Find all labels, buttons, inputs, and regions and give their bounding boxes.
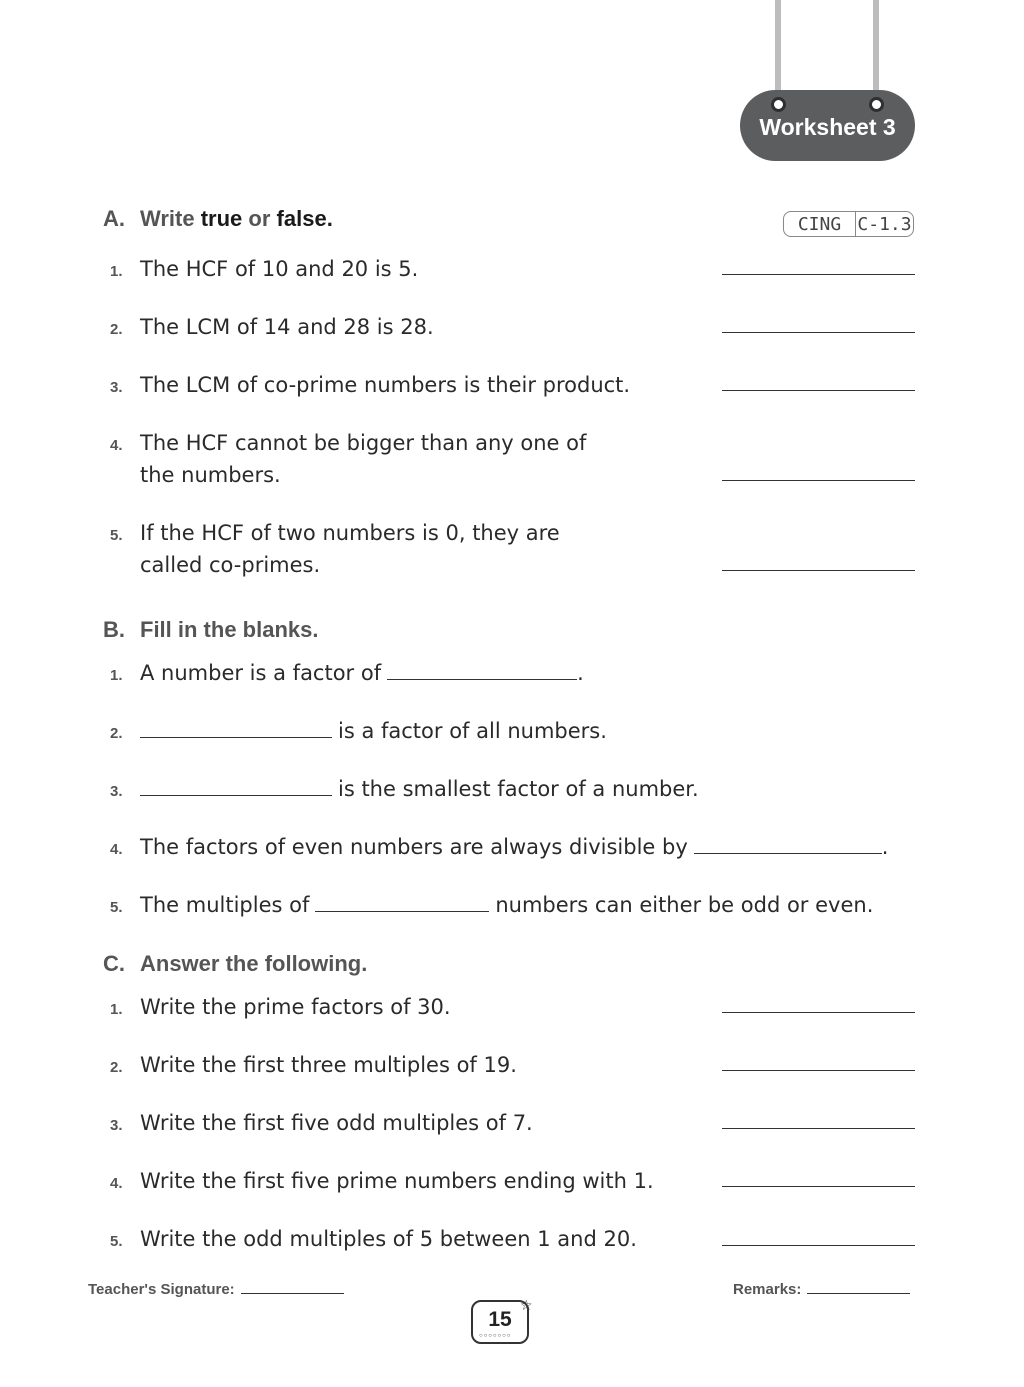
question-text — [140, 657, 584, 689]
tag-string-right — [873, 0, 879, 98]
question-a4 — [110, 427, 586, 491]
question-text-after: is the smallest factor of a number. — [338, 777, 699, 801]
badge-dots-decoration: ○○○○○○○ — [479, 1333, 512, 1339]
question-number: 4. — [110, 841, 123, 858]
code-left: CING — [784, 212, 856, 236]
section-a-title-false: false — [276, 206, 327, 231]
signature-line[interactable] — [241, 1293, 344, 1294]
question-c4 — [110, 1165, 654, 1200]
question-text: The LCM of co-prime numbers is their product. — [140, 373, 631, 397]
section-a-heading — [103, 206, 333, 232]
question-text — [140, 517, 560, 581]
section-c-heading — [103, 951, 367, 977]
question-text-before: The factors of even numbers are always divisible by — [140, 835, 688, 859]
question-a3 — [110, 369, 630, 404]
teacher-signature — [88, 1281, 344, 1298]
remarks-line[interactable] — [807, 1293, 910, 1294]
question-text: Write the first five odd multiples of 7. — [140, 1111, 533, 1135]
question-text: The HCF of 10 and 20 is 5. — [140, 257, 419, 281]
question-text — [140, 715, 607, 747]
question-text-line1: The HCF cannot be bigger than any one of — [140, 431, 587, 455]
question-text-after: is a factor of all numbers. — [338, 719, 607, 743]
star-icon: ☆ — [520, 1298, 533, 1314]
question-text: Write the odd multiples of 5 between 1 and 20. — [140, 1227, 637, 1251]
question-text: Write the first three multiples of 19. — [140, 1053, 517, 1077]
section-b-title: Fill in the blanks. — [140, 617, 319, 642]
question-text-line2: called co-primes. — [140, 553, 321, 577]
section-a-title-end: . — [326, 206, 333, 231]
question-number: 1. — [110, 1001, 123, 1018]
question-number: 5. — [110, 1233, 123, 1250]
fill-blank-b3[interactable] — [140, 794, 332, 796]
fill-blank-b4[interactable] — [694, 852, 882, 854]
section-b-heading — [103, 617, 318, 643]
question-text — [140, 427, 586, 491]
question-text-line1: If the HCF of two numbers is 0, they are — [140, 521, 560, 545]
section-c-letter: C. — [103, 951, 125, 976]
question-text-after: . — [577, 661, 584, 685]
question-c5 — [110, 1223, 637, 1258]
question-text-before: A number is a factor of — [140, 661, 382, 685]
question-number: 2. — [110, 321, 123, 338]
question-number: 3. — [110, 783, 123, 800]
tag-ring-right — [869, 97, 884, 112]
question-number: 4. — [110, 1175, 123, 1192]
question-text: Write the prime factors of 30. — [140, 995, 451, 1019]
section-a-title-or: or — [248, 206, 271, 231]
answer-line-c2[interactable] — [722, 1070, 915, 1071]
answer-line-a5[interactable] — [722, 570, 915, 571]
answer-line-c5[interactable] — [722, 1245, 915, 1246]
question-c3 — [110, 1107, 533, 1142]
question-number: 3. — [110, 379, 123, 396]
question-text — [140, 773, 699, 805]
question-b4 — [110, 831, 888, 866]
answer-line-a2[interactable] — [722, 332, 915, 333]
fill-blank-b1[interactable] — [387, 678, 577, 680]
question-number: 4. — [110, 437, 123, 454]
section-a-letter: A. — [103, 206, 125, 231]
answer-line-c1[interactable] — [722, 1012, 915, 1013]
question-number: 1. — [110, 667, 123, 684]
question-c1 — [110, 991, 451, 1026]
question-text — [140, 889, 873, 921]
tag-string-left — [775, 0, 781, 98]
curriculum-code-badge — [783, 211, 914, 237]
question-c2 — [110, 1049, 517, 1084]
question-number: 2. — [110, 725, 123, 742]
signature-label: Teacher's Signature: — [88, 1281, 235, 1298]
question-number: 1. — [110, 263, 123, 280]
worksheet-tag — [740, 90, 915, 161]
answer-line-a1[interactable] — [722, 274, 915, 275]
remarks — [733, 1281, 910, 1298]
question-text: Write the first five prime numbers ending with 1. — [140, 1169, 654, 1193]
answer-line-a4[interactable] — [722, 480, 915, 481]
question-number: 5. — [110, 899, 123, 916]
section-c-title: Answer the following. — [140, 951, 368, 976]
question-b1 — [110, 657, 584, 692]
tag-ring-left — [771, 97, 786, 112]
question-text-line2: the numbers. — [140, 463, 281, 487]
code-right: C-1.3 — [857, 213, 912, 235]
section-b-letter: B. — [103, 617, 125, 642]
answer-line-c4[interactable] — [722, 1186, 915, 1187]
question-text — [140, 831, 888, 863]
question-b5 — [110, 889, 873, 924]
answer-line-c3[interactable] — [722, 1128, 915, 1129]
question-text: The LCM of 14 and 28 is 28. — [140, 315, 434, 339]
question-a2 — [110, 311, 434, 346]
worksheet-title: Worksheet 3 — [759, 114, 896, 140]
section-a-title-pre: Write — [140, 206, 195, 231]
question-a5 — [110, 517, 560, 581]
page-number: 15 — [488, 1308, 512, 1331]
question-number: 5. — [110, 527, 123, 544]
answer-line-a3[interactable] — [722, 390, 915, 391]
fill-blank-b5[interactable] — [315, 910, 489, 912]
fill-blank-b2[interactable] — [140, 736, 332, 738]
question-number: 3. — [110, 1117, 123, 1134]
section-a-title-true: true — [200, 206, 243, 231]
question-a1 — [110, 253, 418, 288]
remarks-label: Remarks: — [733, 1281, 802, 1298]
question-text-after: numbers can either be odd or even. — [495, 893, 874, 917]
question-b3 — [110, 773, 699, 808]
question-number: 2. — [110, 1059, 123, 1076]
question-text-after: . — [881, 835, 889, 859]
question-b2 — [110, 715, 607, 750]
question-text-before: The multiples of — [140, 893, 310, 917]
